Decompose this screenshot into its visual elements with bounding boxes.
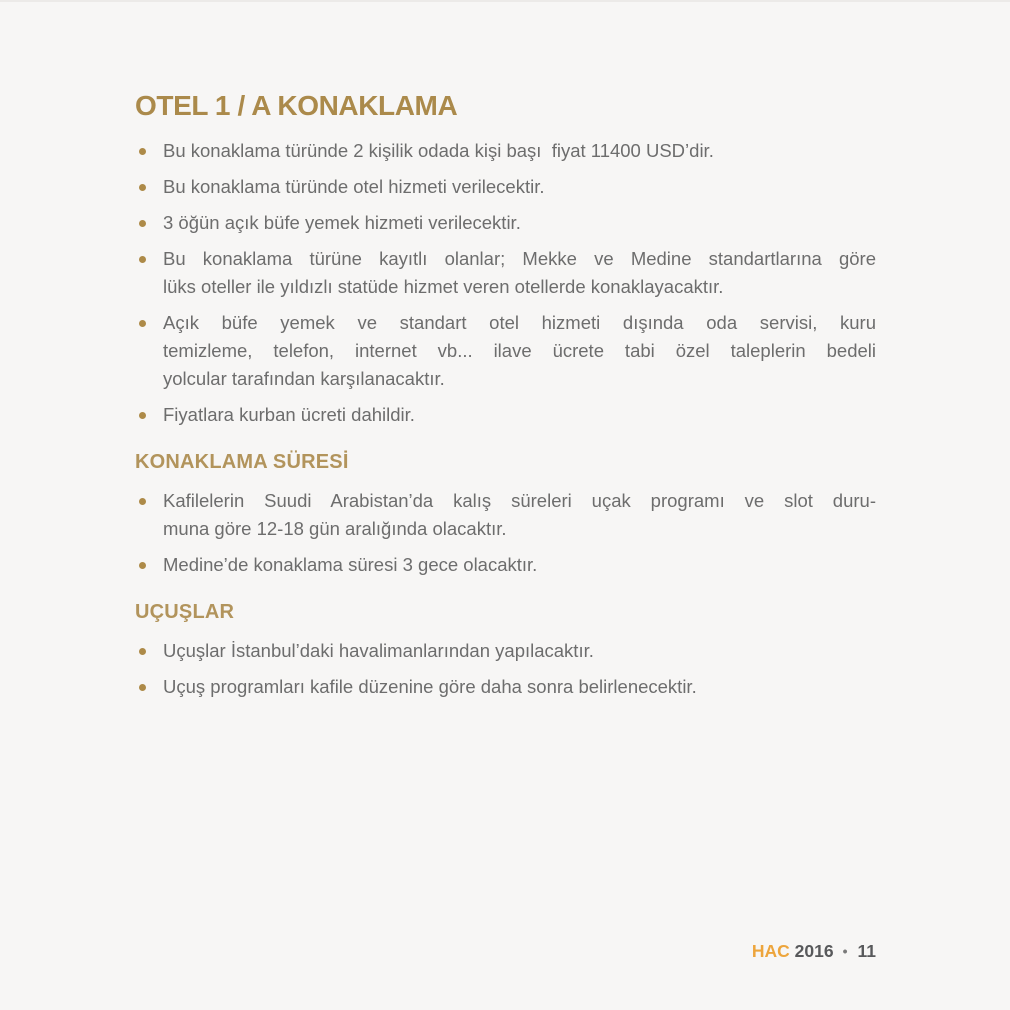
- text-line: Uçuşlar İstanbul’daki havalimanlarından yapılacaktır.: [163, 640, 594, 661]
- list-item-text: [163, 673, 876, 701]
- list-item-text: [163, 137, 876, 165]
- list-item: [135, 245, 876, 301]
- list-item: [135, 673, 876, 701]
- text-line: Bu konaklama türünde otel hizmeti verilecektir.: [163, 176, 545, 197]
- section-heading-2: UÇUŞLAR: [135, 601, 235, 623]
- bullet-icon: [139, 256, 146, 263]
- text-line: Kafilelerin Suudi Arabistan’da kalış süreleri uçak programı ve slot duru-: [163, 490, 876, 511]
- list-item: [135, 637, 876, 665]
- text-line: Bu konaklama türüne kayıtlı olanlar; Mekke ve Medine standartlarına göre: [163, 248, 876, 269]
- bullet-list: [135, 487, 876, 579]
- text-line: lüks oteller ile yıldızlı statüde hizmet veren otellerde konaklayacaktır.: [163, 276, 724, 297]
- bullet-icon: [139, 148, 146, 155]
- bullet-list: [135, 137, 876, 429]
- list-item-text: [163, 401, 876, 429]
- list-item-text: [163, 551, 876, 579]
- list-item: [135, 487, 876, 543]
- section-heading-1: KONAKLAMA SÜRESİ: [135, 451, 349, 473]
- list-item-text: [163, 487, 876, 543]
- list-item-text: [163, 245, 876, 301]
- bullet-icon: [139, 320, 146, 327]
- text-line: Açık büfe yemek ve standart otel hizmeti dışında oda servisi, kuru: [163, 312, 876, 333]
- list-item: [135, 137, 876, 165]
- text-line: Bu konaklama türünde 2 kişilik odada kişi başı fiyat 11400 USD’dir.: [163, 140, 714, 161]
- footer-brand: HAC: [751, 941, 790, 961]
- text-line: 3 öğün açık büfe yemek hizmeti verilecektir.: [163, 212, 521, 233]
- page-footer: [135, 938, 876, 964]
- page-title: OTEL 1 / A KONAKLAMA: [135, 90, 458, 121]
- bullet-list: [135, 637, 876, 701]
- list-item-text: [163, 173, 876, 201]
- footer-dot-separator: •: [842, 943, 848, 959]
- text-line: temizleme, telefon, internet vb... ilave ücrete tabi özel taleplerin bedeli: [163, 340, 876, 361]
- page-content: [135, 2, 876, 709]
- bullet-icon: [139, 498, 146, 505]
- list-item: [135, 401, 876, 429]
- list-item-text: [163, 309, 876, 393]
- footer-year: 2016: [794, 941, 834, 961]
- list-item-text: [163, 209, 876, 237]
- text-line: Fiyatlara kurban ücreti dahildir.: [163, 404, 415, 425]
- footer-page-number: 11: [857, 941, 876, 961]
- sections: [135, 137, 876, 701]
- text-line: muna göre 12-18 gün aralığında olacaktır.: [163, 518, 507, 539]
- bullet-icon: [139, 562, 146, 569]
- list-item: [135, 173, 876, 201]
- text-line: yolcular tarafından karşılanacaktır.: [163, 368, 445, 389]
- bullet-icon: [139, 684, 146, 691]
- list-item: [135, 551, 876, 579]
- list-item: [135, 209, 876, 237]
- list-item: [135, 309, 876, 393]
- text-line: Medine’de konaklama süresi 3 gece olacaktır.: [163, 554, 538, 575]
- text-line: Uçuş programları kafile düzenine göre daha sonra belirlenecektir.: [163, 676, 697, 697]
- bullet-icon: [139, 412, 146, 419]
- bullet-icon: [139, 184, 146, 191]
- bullet-icon: [139, 648, 146, 655]
- list-item-text: [163, 637, 876, 665]
- bullet-icon: [139, 220, 146, 227]
